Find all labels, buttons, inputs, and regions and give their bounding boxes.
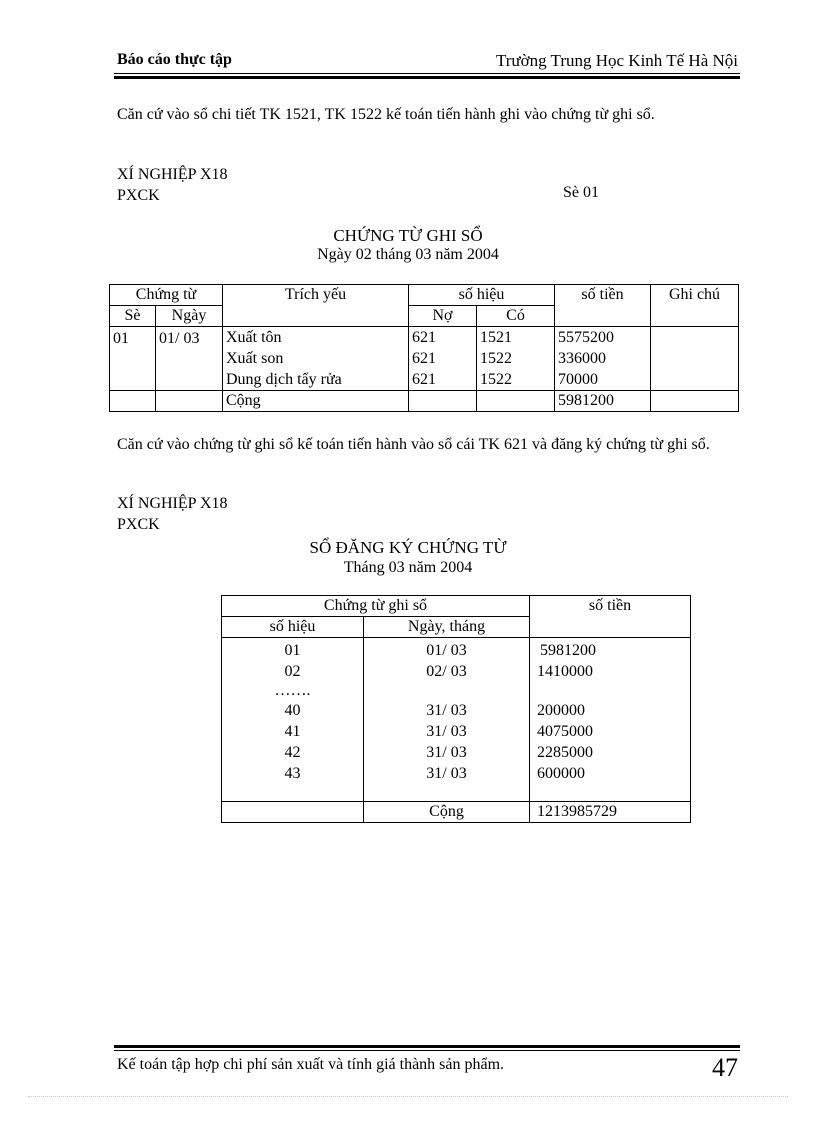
amount-item: 70000 <box>558 371 598 388</box>
header-amount: số tiền <box>555 285 651 327</box>
summary-item: Xuất son <box>226 350 284 367</box>
summary-item: Dung dịch tẩy rửa <box>226 371 342 388</box>
header-register-number: số hiệu <box>222 617 364 638</box>
register-number: 01 <box>284 642 301 659</box>
table-total-row <box>110 391 739 412</box>
header-register-date: Ngày, tháng <box>364 617 530 638</box>
voucher-title: CHỨNG TỪ GHI SỔ <box>333 226 483 245</box>
register-number: 42 <box>284 744 301 761</box>
register-number: 02 <box>284 663 301 680</box>
register-date: 31/ 03 <box>426 723 467 740</box>
table-row <box>222 638 691 802</box>
register-total-label: Cộng <box>364 802 530 823</box>
register-amount: 600000 <box>537 765 585 782</box>
footer-text: Kế toán tập hợp chi phí sản xuất và tính giá thành sản phẩm. <box>117 1056 505 1073</box>
header-debit: Nợ <box>409 306 477 327</box>
footer-rule-thick <box>114 1045 740 1048</box>
cell-debits <box>409 327 477 391</box>
register-number: 43 <box>284 765 301 782</box>
amount-item: 336000 <box>558 350 606 367</box>
cell-num: 01 <box>110 327 156 391</box>
register-date: 01/ 03 <box>426 642 467 659</box>
register-amount: 4075000 <box>537 723 593 740</box>
credit-item: 1521 <box>480 329 512 346</box>
total-amount: 5981200 <box>555 391 651 412</box>
register-amount: 2285000 <box>537 744 593 761</box>
footer-rule-thin <box>114 1050 740 1051</box>
register-date: 31/ 03 <box>426 765 467 782</box>
page-number: 47 <box>712 1053 738 1082</box>
register-number-ellipsis: ……. <box>274 682 311 699</box>
header-rule-thin <box>114 73 740 74</box>
register-amounts <box>530 638 691 802</box>
voucher-table <box>109 284 739 412</box>
register-month: Tháng 03 năm 2004 <box>343 559 473 576</box>
register-total-amount: 1213985729 <box>530 802 691 823</box>
header-account-no: số hiệu <box>409 285 555 306</box>
register-numbers <box>222 638 364 802</box>
credit-item: 1522 <box>480 371 512 388</box>
table-total-row <box>222 802 691 823</box>
header-left-title: Báo cáo thực tập <box>117 51 232 68</box>
amount-item: 5575200 <box>558 329 614 346</box>
register-title: SỔ ĐĂNG KÝ CHỨNG TỪ <box>309 538 507 557</box>
total-label: Cộng <box>223 391 409 412</box>
register-number: 40 <box>284 702 301 719</box>
debit-item: 621 <box>412 371 436 388</box>
header-rule-thick <box>114 76 740 79</box>
org-name-1: XÍ NGHIỆP X18 <box>117 166 228 183</box>
register-date: 02/ 03 <box>426 663 467 680</box>
header-day: Ngày <box>156 306 223 327</box>
cell-day: 01/ 03 <box>156 327 223 391</box>
cell-amounts <box>555 327 651 391</box>
debit-item: 621 <box>412 329 436 346</box>
register-date: 31/ 03 <box>426 744 467 761</box>
header-voucher: Chứng từ <box>110 285 223 306</box>
cell-credits <box>477 327 555 391</box>
header-credit: Có <box>477 306 555 327</box>
debit-item: 621 <box>412 350 436 367</box>
register-number: 41 <box>284 723 301 740</box>
voucher-date: Ngày 02 tháng 03 năm 2004 <box>317 246 499 263</box>
credit-item: 1522 <box>480 350 512 367</box>
page-bottom-divider <box>28 1096 788 1097</box>
intro-paragraph-1: Căn cứ vào sổ chi tiết TK 1521, TK 1522 kế toán tiến hành ghi vào chứng từ ghi sổ. <box>117 106 655 123</box>
header-right-title: Trường Trung Học Kinh Tế Hà Nội <box>495 51 738 70</box>
register-amount: 5981200 <box>540 642 596 659</box>
org-name-2: XÍ NGHIỆP X18 <box>117 495 228 512</box>
register-dates <box>364 638 530 802</box>
register-table <box>221 595 691 823</box>
voucher-number: Sè 01 <box>563 184 599 201</box>
header-note: Ghi chú <box>651 285 739 327</box>
summary-item: Xuất tôn <box>226 329 282 346</box>
header-register-amount: số tiền <box>530 596 691 638</box>
org-unit-1: PXCK <box>117 187 160 204</box>
header-summary: Trích yếu <box>223 285 409 327</box>
register-amount: 1410000 <box>537 663 593 680</box>
org-unit-2: PXCK <box>117 516 160 533</box>
cell-summaries <box>223 327 409 391</box>
header-voucher-book: Chứng từ ghi sổ <box>222 596 530 617</box>
cell-note <box>651 327 739 391</box>
intro-paragraph-2: Căn cứ vào chứng từ ghi sổ kế toán tiến hành vào sổ cái TK 621 và đăng ký chứng từ ghi sổ. <box>117 436 710 453</box>
register-date: 31/ 03 <box>426 702 467 719</box>
header-num: Sè <box>110 306 156 327</box>
register-amount: 200000 <box>537 702 585 719</box>
table-row <box>110 327 739 391</box>
